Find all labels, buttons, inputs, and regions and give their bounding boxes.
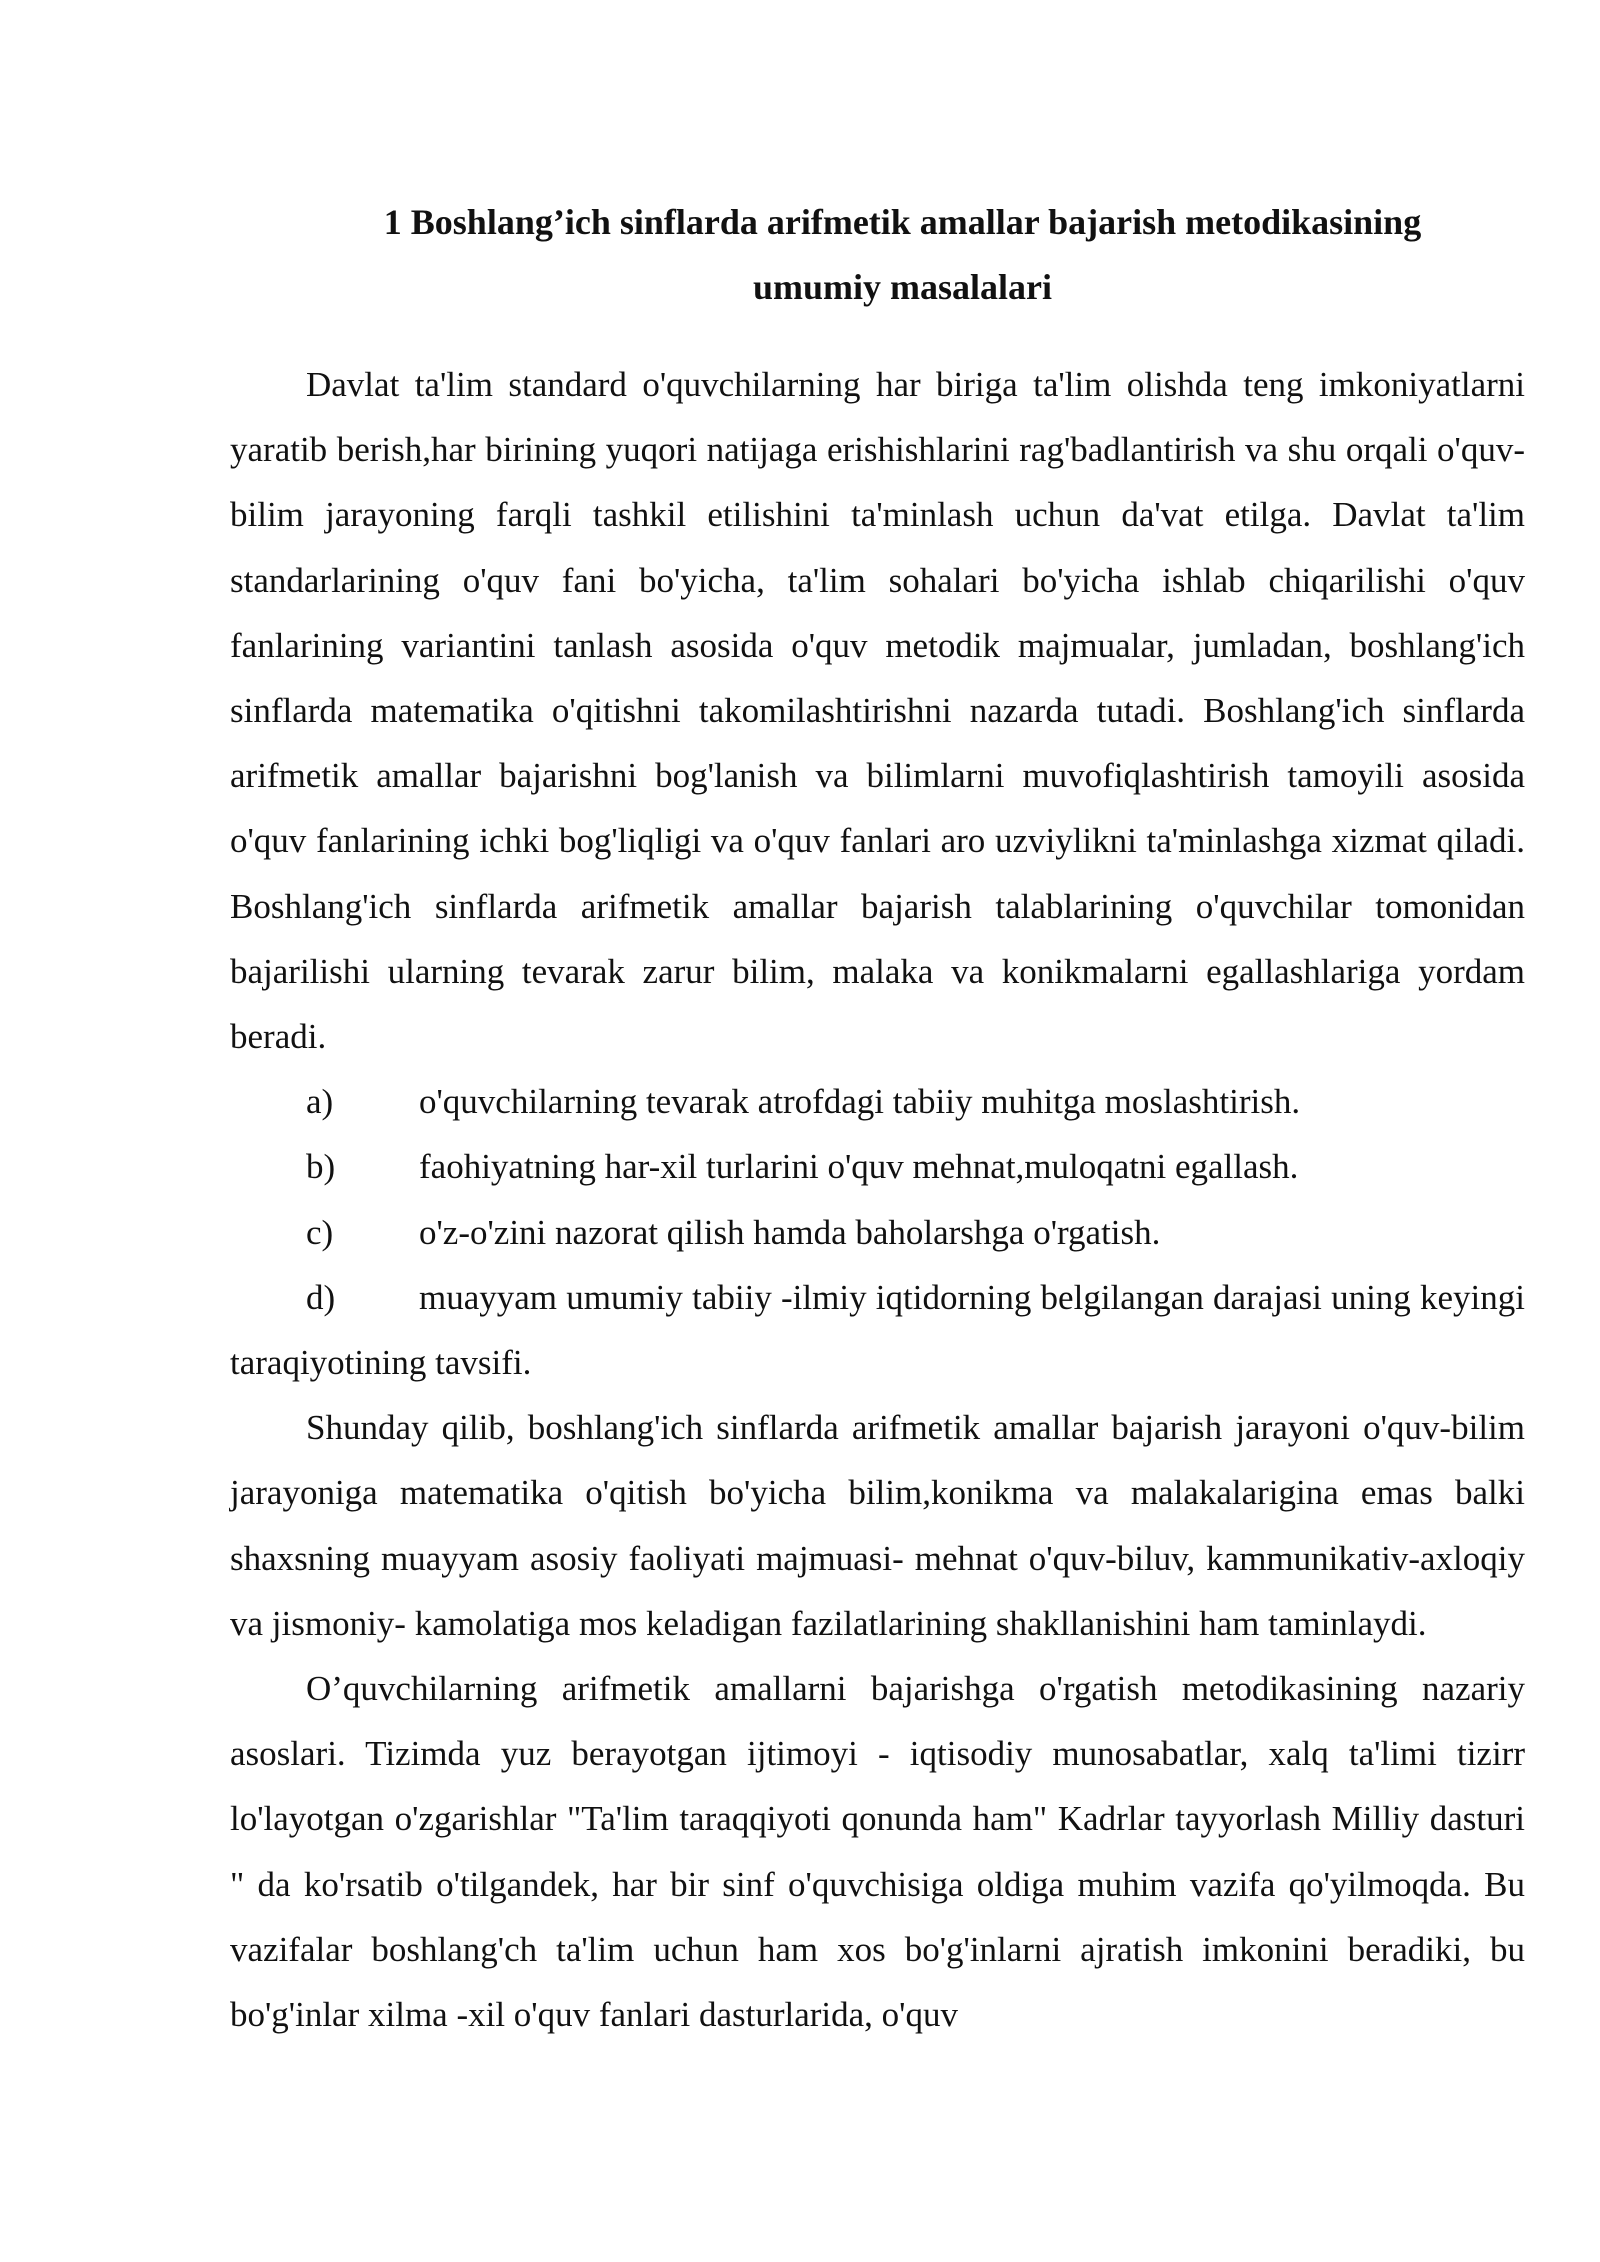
list-marker: d) [306, 1277, 336, 1317]
list-item-text: muayyam umumiy tabiiy -ilmiy iqtidorning belgilangan darajasi uning keyingi taraqiyotining tavsifi. [230, 1277, 1525, 1383]
section-title-line-1: 1 Boshlang’ich sinflarda arifmetik amallar bajarish metodikasining [383, 202, 1422, 242]
list-item-a [230, 1069, 1525, 1134]
list-item-text: o'z-o'zini nazorat qilish hamda baholarshga o'rgatish. [419, 1212, 1161, 1252]
list-item-text: o'quvchilarning tevarak atrofdagi tabiiy muhitga moslashtirish. [419, 1082, 1301, 1122]
section-title-line-2: umumiy masalalari [752, 267, 1052, 307]
document-body [230, 190, 1525, 2047]
list-item-text: faohiyatning har-xil turlarini o'quv mehnat,muloqatni egallash. [419, 1147, 1299, 1187]
list-marker: c) [306, 1212, 334, 1252]
section-title [230, 190, 1525, 320]
list-marker: b) [306, 1147, 336, 1187]
paragraph-conclusion: Shunday qilib, boshlang'ich sinflarda arifmetik amallar bajarish jarayoni o'quv-bilim jarayoniga matematika o'qitish bo'yicha bilim,konikma va malakalarigina emas balki shaxsning muayyam asosiy faoliyati majmuasi- mehnat o'quv-biluv, kammunikativ-axloqiy va jismoniy- kamolatiga mos keladigan fazilatlarining shakllanishini ham taminlaydi. [230, 1408, 1525, 1643]
requirements-list [230, 1069, 1525, 1395]
list-item-b [230, 1134, 1525, 1199]
list-marker: a) [306, 1082, 334, 1122]
list-item-d [230, 1265, 1525, 1395]
paragraph-intro: Davlat ta'lim standard o'quvchilarning har biriga ta'lim olishda teng imkoniyatlarni yaratib berish,har birining yuqori natijaga erishishlarini rag'badlantirish va shu orqali o'quv-bilim jarayoning farqli tashkil etilishini ta'minlash uchun da'vat etilga. Davlat ta'lim standarlarining o'quv fani bo'yicha, ta'lim sohalari bo'yicha ishlab chiqarilishi o'quv fanlarining variantini tanlash asosida o'quv metodik majmualar, jumladan, boshlang'ich sinflarda matematika o'qitishni takomilashtirishni nazarda tutadi. Boshlang'ich sinflarda arifmetik amallar bajarishni bog'lanish va bilimlarni muvofiqlashtirish tamoyili asosida o'quv fanlarining ichki bog'liqligi va o'quv fanlari aro uzviylikni ta'minlashga xizmat qiladi. Boshlang'ich sinflarda arifmetik amallar bajarish talablarining o'quvchilar tomonidan bajarilishi ularning tevarak zarur bilim, malaka va konikmalarni egallashlariga yordam beradi. [230, 365, 1525, 1057]
paragraph-theory: O’quvchilarning arifmetik amallarni bajarishga o'rgatish metodikasining nazariy asoslari. Tizimda yuz berayotgan ijtimoyi - iqtisodiy munosabatlar, xalq ta'limi tizirr lo'layotgan o'zgarishlar "Ta'lim taraqqiyoti qonunda ham" Kadrlar tayyorlash Milliy dasturi " da ko'rsatib o'tilgandek, har bir sinf o'quvchisiga oldiga muhim vazifa qo'yilmoqda. Bu vazifalar boshlang'ch ta'lim uchun ham xos bo'g'inlarni ajratish imkonini beradiki, bu bo'g'inlar xilma -xil o'quv fanlari dasturlarida, o'quv [230, 1669, 1525, 2035]
list-item-c [230, 1200, 1525, 1265]
